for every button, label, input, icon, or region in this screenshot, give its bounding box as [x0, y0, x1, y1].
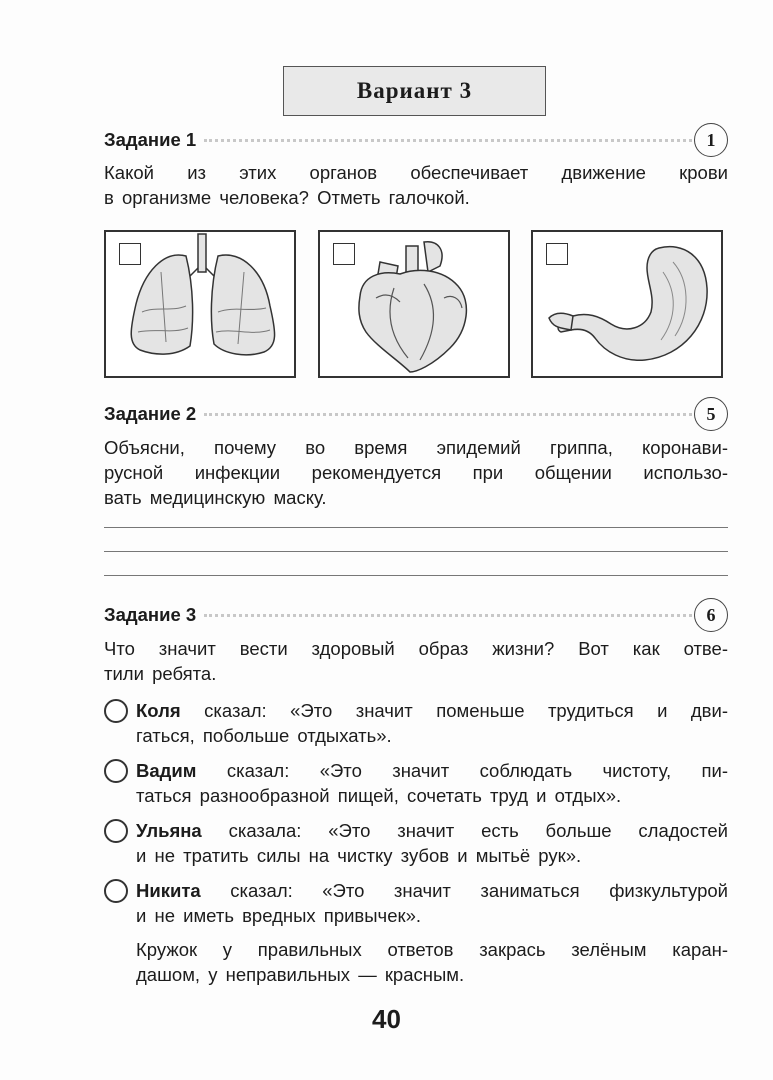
- organ-checkbox-heart[interactable]: [333, 243, 355, 265]
- answer-circle-nikita[interactable]: [104, 879, 128, 903]
- page-number: 40: [372, 1004, 401, 1034]
- task1-header: [104, 126, 728, 154]
- answer-kolya-line-1: Коля сказал: «Это значит поменьше трудиться и дви-: [136, 700, 728, 721]
- organ-card-lungs[interactable]: [104, 230, 296, 378]
- task2-title: Задание 2: [104, 403, 197, 424]
- task3-intro-line-2: тили ребята.: [104, 663, 217, 684]
- task2-answer-line-2[interactable]: [104, 551, 728, 552]
- task2-question-line-3: вать медицинскую маску.: [104, 487, 327, 508]
- task3-header: [104, 601, 728, 629]
- task1-title: Задание 1: [104, 129, 197, 150]
- organ-card-heart[interactable]: [318, 230, 510, 378]
- answer-circle-ulyana[interactable]: [104, 819, 128, 843]
- variant-title-text: Вариант 3: [356, 78, 473, 103]
- task3-intro-line-1: Что значит вести здоровый образ жизни? Вот как отве-: [104, 638, 728, 659]
- task2-question-line-2: русной инфекции рекомендуется при общении использо-: [104, 462, 728, 483]
- answer-circle-vadim[interactable]: [104, 759, 128, 783]
- organ-card-stomach[interactable]: [531, 230, 723, 378]
- answer-nikita-name: Никита: [136, 880, 201, 901]
- answer-ulyana-line-2: и не тратить силы на чистку зубов и мытьё рук».: [136, 845, 582, 866]
- answer-kolya-name: Коля: [136, 700, 181, 721]
- task2-header: [104, 400, 728, 428]
- task3-outro-line-1: Кружок у правильных ответов закрась зелёным каран-: [136, 939, 728, 960]
- task3-title: Задание 3: [104, 604, 197, 625]
- organ-checkbox-stomach[interactable]: [546, 243, 568, 265]
- task1-score-badge: 1: [694, 123, 728, 157]
- answer-vadim-line-2: таться разнообразной пищей, сочетать труд и отдых».: [136, 785, 622, 806]
- answer-ulyana-name: Ульяна: [136, 820, 202, 841]
- organ-checkbox-lungs[interactable]: [119, 243, 141, 265]
- answer-nikita-line-1: Никита сказал: «Это значит заниматься физкультурой: [136, 880, 728, 901]
- task2-score-badge: 5: [694, 397, 728, 431]
- task1-question-line-2: в организме человека? Отметь галочкой.: [104, 187, 470, 208]
- answer-nikita-line-2: и не иметь вредных привычек».: [136, 905, 422, 926]
- task3-dotted-leader: [204, 614, 697, 617]
- task1-dotted-leader: [204, 139, 697, 142]
- task3-outro-line-2: дашом, у неправильных — красным.: [136, 964, 465, 985]
- answer-kolya-line-2: гаться, побольше отдыхать».: [136, 725, 392, 746]
- answer-circle-kolya[interactable]: [104, 699, 128, 723]
- answer-vadim-name: Вадим: [136, 760, 197, 781]
- task2-answer-line-3[interactable]: [104, 575, 728, 576]
- answer-vadim-line-1: Вадим сказал: «Это значит соблюдать чистоту, пи-: [136, 760, 728, 781]
- task3-score-badge: 6: [694, 598, 728, 632]
- task2-answer-line-1[interactable]: [104, 527, 728, 528]
- task1-question-line-1: Какой из этих органов обеспечивает движение крови: [104, 162, 728, 183]
- answer-ulyana-line-1: Ульяна сказала: «Это значит есть больше сладостей: [136, 820, 728, 841]
- task2-dotted-leader: [204, 413, 697, 416]
- variant-title: [283, 66, 546, 116]
- task2-question-line-1: Объясни, почему во время эпидемий гриппа, коронави-: [104, 437, 728, 458]
